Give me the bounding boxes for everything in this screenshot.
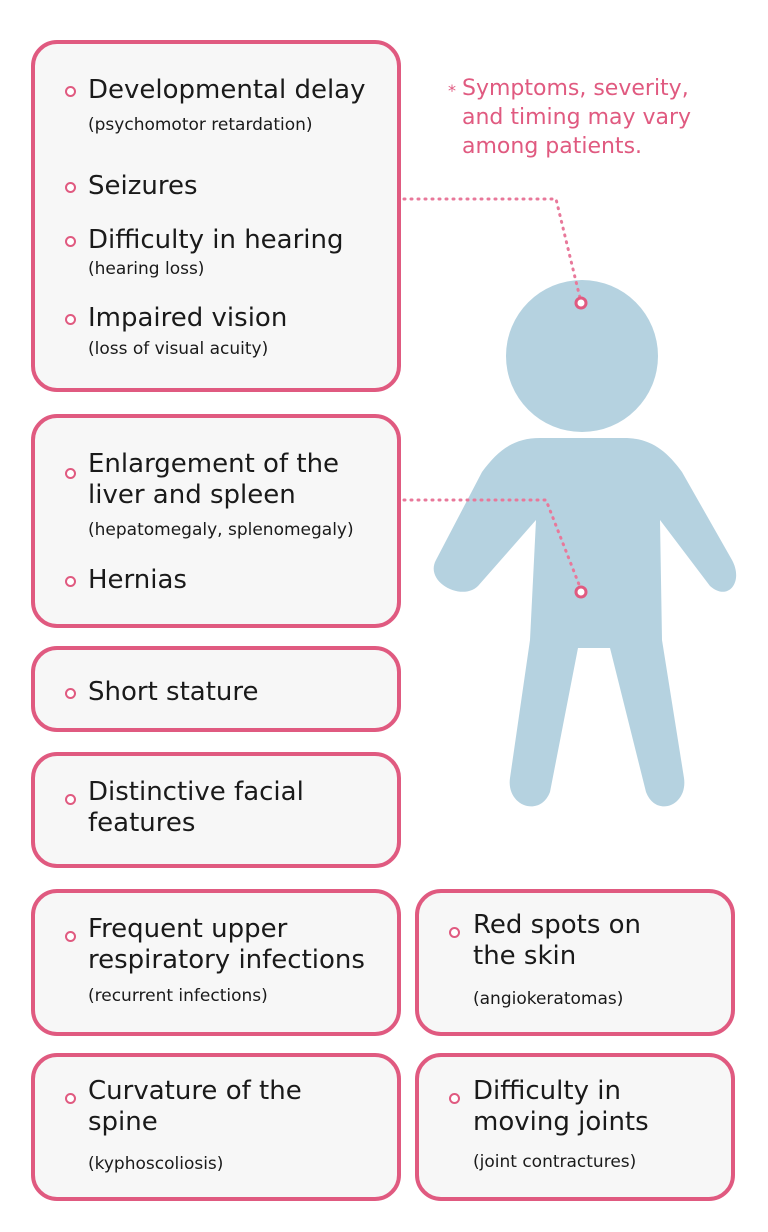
symptom-detail: (recurrent infections)	[88, 986, 268, 1006]
symptom-detail: (psychomotor retardation)	[88, 115, 313, 135]
bullet-icon	[65, 236, 76, 247]
bullet-icon	[65, 576, 76, 587]
symptom-label: Impaired vision	[88, 303, 288, 333]
abdominal-symptoms-box	[31, 414, 401, 628]
symptom-label: Red spots on the skin	[473, 910, 642, 971]
bullet-icon	[65, 688, 76, 699]
symptom-detail: (hepatomegaly, splenomegaly)	[88, 520, 354, 540]
symptom-detail: (kyphoscoliosis)	[88, 1154, 224, 1174]
symptom-detail: (joint contractures)	[473, 1152, 637, 1172]
bullet-icon	[65, 1093, 76, 1104]
respiratory-symptoms-box	[31, 889, 401, 1036]
bullet-icon	[65, 86, 76, 97]
bullet-icon	[449, 1093, 460, 1104]
spine-symptoms-box	[31, 1053, 401, 1201]
note-asterisk: *	[448, 81, 456, 100]
neurological-symptoms-box	[31, 40, 401, 392]
symptom-label: Enlargement of the liver and spleen	[88, 449, 340, 510]
bullet-icon	[65, 794, 76, 805]
symptom-label: Short stature	[88, 677, 259, 707]
symptom-label: Hernias	[88, 565, 187, 595]
symptom-label: Seizures	[88, 171, 198, 201]
bullet-icon	[65, 182, 76, 193]
facial-symptoms-box	[31, 752, 401, 868]
symptom-label: Frequent upper respiratory infections	[88, 914, 365, 975]
symptom-detail: (loss of visual acuity)	[88, 339, 269, 359]
bullet-icon	[65, 931, 76, 942]
stature-symptoms-box	[31, 646, 401, 732]
abdomen-connector-dot	[576, 587, 586, 597]
symptom-label: Developmental delay	[88, 75, 366, 105]
symptom-label: Curvature of the spine	[88, 1076, 302, 1137]
note-text: Symptoms, severity, and timing may vary among patients.	[462, 76, 692, 159]
head-connector-dot	[576, 298, 586, 308]
bullet-icon	[449, 927, 460, 938]
symptom-label: Distinctive facial features	[88, 777, 304, 838]
bullet-icon	[65, 314, 76, 325]
skin-symptoms-box	[415, 889, 735, 1036]
head-connector-line	[404, 199, 580, 298]
joint-symptoms-box	[415, 1053, 735, 1201]
symptom-label: Difficulty in hearing	[88, 225, 344, 255]
figure-body	[434, 438, 736, 806]
symptom-label: Difficulty in moving joints	[473, 1076, 649, 1137]
symptom-detail: (hearing loss)	[88, 259, 205, 279]
bullet-icon	[65, 468, 76, 479]
symptom-detail: (angiokeratomas)	[473, 989, 624, 1009]
